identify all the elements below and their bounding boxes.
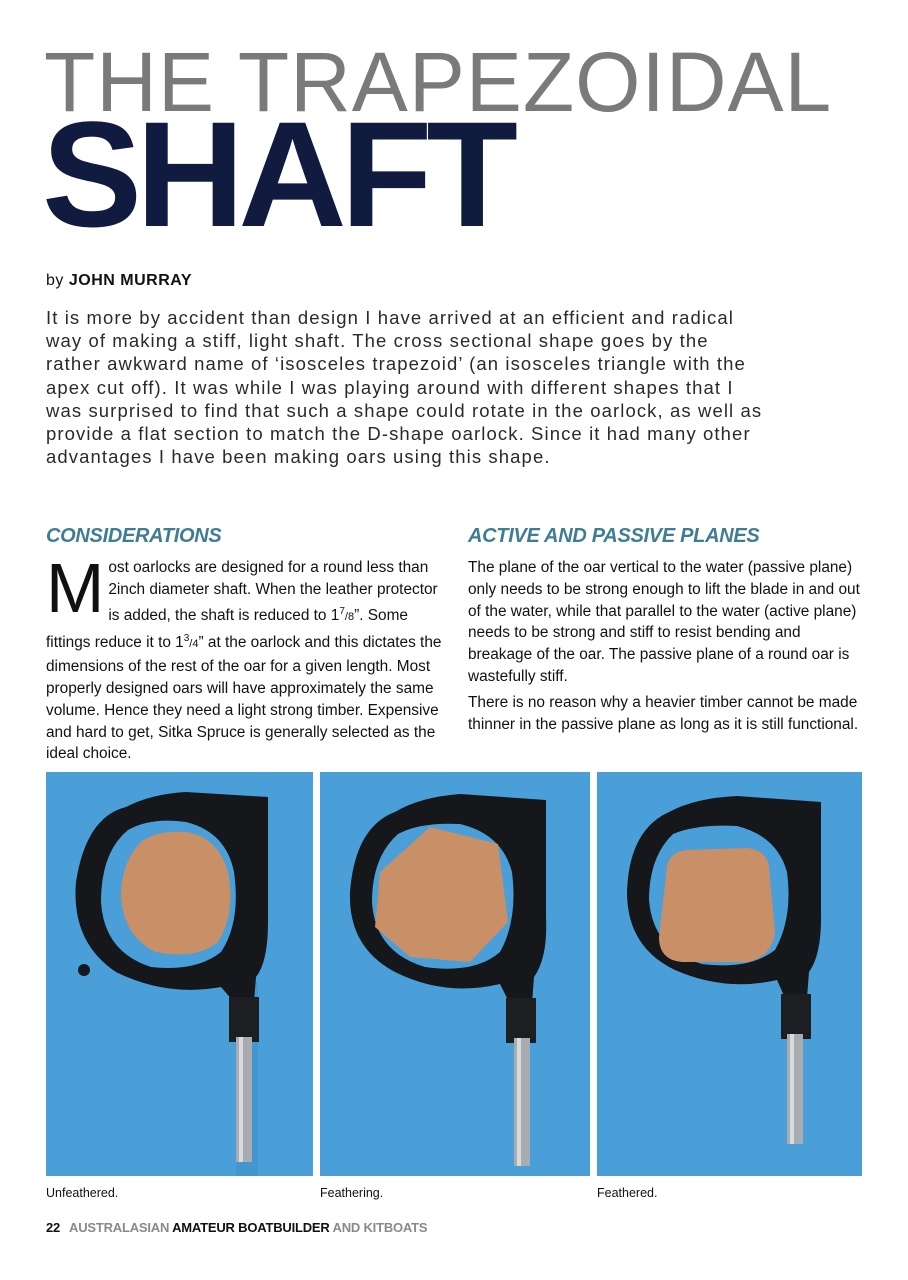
considerations-heading: CONSIDERATIONS [46,525,222,547]
considerations-text-a: ost oarlocks are designed for a round less than 2inch diameter shaft. When the leather protector is added, the shaft is reduced to 1 [108,559,438,624]
byline-prefix: by [46,272,64,289]
fraction-2-numerator: 3 [183,633,190,645]
fraction-2-denominator: /4 [189,638,199,651]
oarlock-unfeathered-image [46,772,313,1176]
caption-feathering: Feathering. [320,1186,384,1200]
fraction-1-denominator: /8 [344,610,355,623]
caption-unfeathered: Unfeathered. [46,1186,119,1200]
byline [46,272,192,290]
considerations-text-b: ”. Some fittings reduce it to 1 [46,606,408,652]
planes-heading: ACTIVE AND PASSIVE PLANES [468,525,760,547]
considerations-paragraph [46,549,446,765]
planes-paragraph-1: The plane of the oar vertical to the water (passive plane) only needs to be strong enough to lift the blade in and out of the water, while that parallel to the water (active plane) needs to be strong and stiff to resist bending and breakage of the oar. The passive plane of a round oar is wastefully stiff. [468,559,860,685]
photo-feathered [597,772,862,1176]
footer-publication-part-2: AMATEUR BOATBUILDER [172,1220,330,1235]
page-footer [46,1220,427,1235]
title-line-2: SHAFT [42,90,512,258]
caption-feathered: Feathered. [597,1186,658,1200]
byline-author: JOHN MURRAY [68,272,193,289]
footer-publication-part-3: AND KITBOATS [332,1220,428,1235]
title-line-1: THE TRAPEZOIDAL [44,35,833,129]
drop-cap: M [46,549,105,627]
footer-publication-part-1: AUSTRALASIAN [69,1220,170,1235]
photo-unfeathered [46,772,313,1176]
fraction-1-numerator: 7 [339,605,345,617]
oarlock-feathering-image [320,772,590,1176]
considerations-section [46,523,446,765]
intro-paragraph: It is more by accident than design I have arrived at an efficient and radical way of making a stiff, light shaft. The cross sectional shape goes by the rather awkward name of ‘isosceles trapezoid’ (an isosceles triangle with the apex cut off). It was while I was playing around with different shapes that I was surprised to find that such a shape could rotate in the oarlock, as well as provide a flat section to match the D-shape oarlock. Since it had many other advantages I have been making oars using this shape. [46,307,763,468]
planes-paragraph-2: There is no reason why a heavier timber cannot be made thinner in the passive plane as long as it is still functional. [468,693,859,733]
planes-section [468,523,868,735]
page-number: 22 [46,1220,61,1235]
oarlock-feathered-image [597,772,862,1176]
considerations-text-c: ” at the oarlock and this dictates the dimensions of the rest of the oar for a given length. Most properly designed oars will have approximately the same volume. Hence they need a light strong timber. Expensive and hard to get, Sitka Spruce is generally selected as the ideal choice. [46,634,442,763]
photo-feathering [320,772,590,1176]
